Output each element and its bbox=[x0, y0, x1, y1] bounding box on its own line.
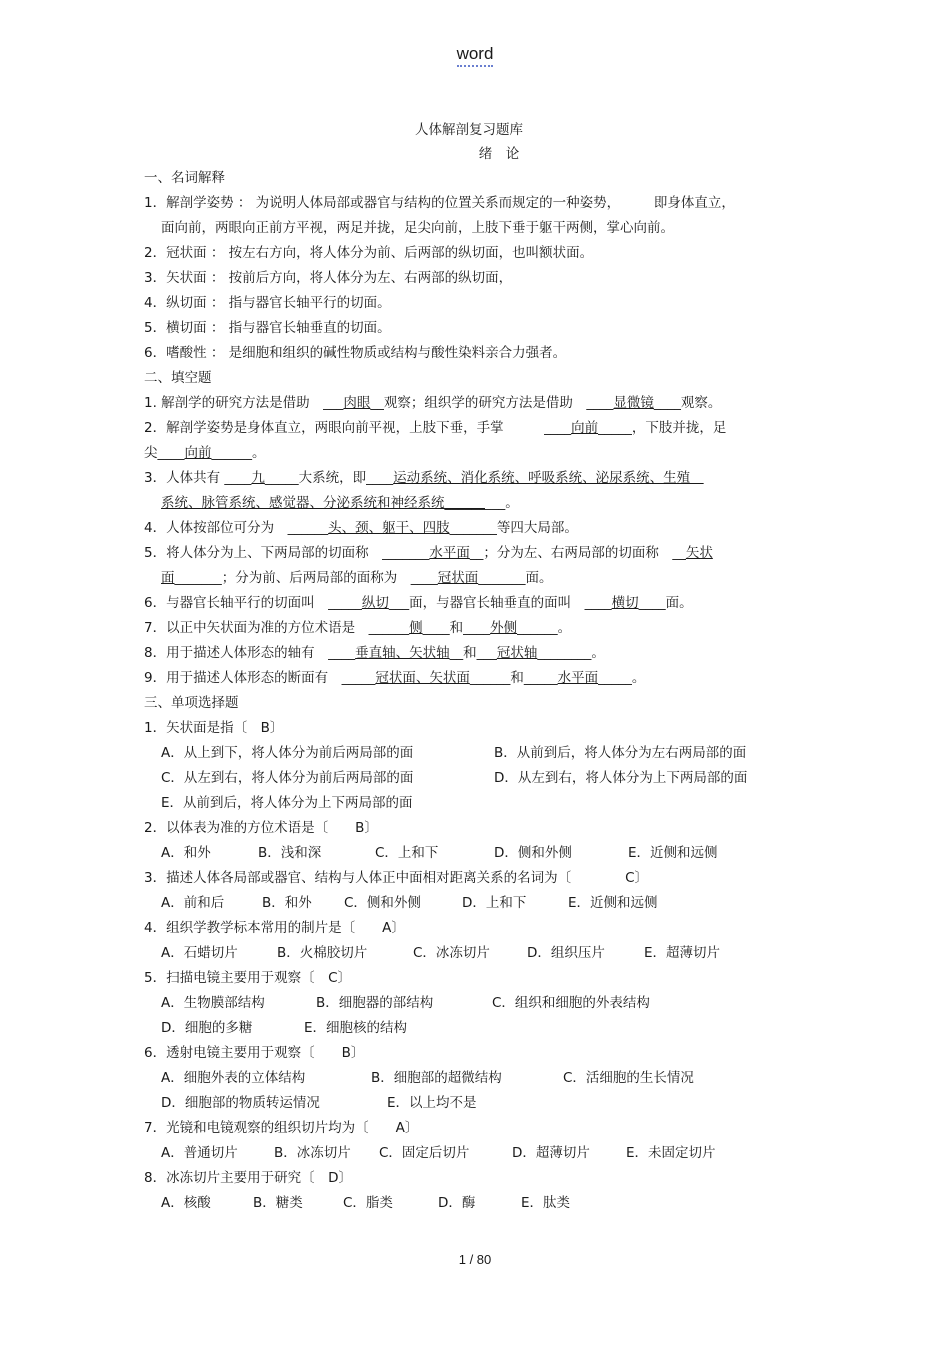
option: A．和外 bbox=[161, 845, 211, 861]
q5-options-row-2 bbox=[144, 1016, 814, 1041]
option: C．冰冻切片 bbox=[413, 945, 490, 961]
fill-3-line-2 bbox=[144, 491, 814, 516]
fill-7 bbox=[144, 616, 814, 641]
answer: 外侧 bbox=[490, 620, 518, 636]
option: B．从前到后，将人体分为左右两局部的面 bbox=[494, 745, 747, 761]
text: ____面。 bbox=[638, 595, 693, 611]
question-7: 7．光镜和电镜观察的组织切片均为〔 A〕 bbox=[144, 1120, 419, 1136]
option: C．从左到右，将人体分为前后两局部的面 bbox=[161, 770, 414, 786]
q3-options bbox=[144, 891, 814, 916]
text: ______和_____ bbox=[469, 670, 558, 686]
answer: 冠状面 bbox=[437, 570, 479, 586]
option: B．冰冻切片 bbox=[274, 1145, 351, 1161]
q5-options-row-1 bbox=[144, 991, 814, 1016]
answer: 运动系统、消化系统、呼吸系统、泌尿系统、生殖 bbox=[393, 470, 704, 486]
option: B．火棉胶切片 bbox=[277, 945, 368, 961]
option: E．近侧和远侧 bbox=[568, 895, 658, 911]
text: ______。 bbox=[211, 445, 266, 461]
option: A．普通切片 bbox=[161, 1145, 238, 1161]
text: ____和____ bbox=[422, 620, 491, 636]
option: C．组织和细胞的外表结构 bbox=[492, 995, 650, 1011]
option: D．上和下 bbox=[462, 895, 527, 911]
text: _____大系统，即____ bbox=[264, 470, 394, 486]
term-4: 4．纵切面 ： 指与器官长轴平行的切面。 bbox=[144, 295, 391, 311]
text: __和___ bbox=[449, 645, 497, 661]
fill-5-line-2 bbox=[144, 566, 814, 591]
answer: 纵切 bbox=[361, 595, 389, 611]
doc-title: 人体解剖复习题库 bbox=[415, 122, 523, 138]
fill-5-line-1 bbox=[144, 541, 814, 566]
q6-options-row-1 bbox=[144, 1066, 814, 1091]
question-5: 5．扫描电镜主要用于观察〔 C〕 bbox=[144, 970, 352, 986]
option: B．和外 bbox=[262, 895, 312, 911]
option: B．细胞器的部结构 bbox=[316, 995, 434, 1011]
option: D．酶 bbox=[438, 1195, 476, 1211]
option: D．超薄切片 bbox=[512, 1145, 590, 1161]
term-6: 6．嗜酸性 ： 是细胞和组织的碱性物质或结构与酸性染料亲合力强者。 bbox=[144, 345, 567, 361]
option: E．超薄切片 bbox=[644, 945, 721, 961]
term-5: 5．横切面 ： 指与器官长轴垂直的切面。 bbox=[144, 320, 391, 336]
option: D．从左到右，将人体分为上下两局部的面 bbox=[494, 770, 748, 786]
answer: 向前 bbox=[571, 420, 599, 436]
doc-subtitle: 绪 论 bbox=[478, 146, 520, 162]
answer: 冠状轴 bbox=[496, 645, 538, 661]
text: 尖____ bbox=[144, 445, 185, 461]
answer: 面 bbox=[161, 570, 175, 586]
answer: 矢状 bbox=[685, 545, 713, 561]
fill-1 bbox=[144, 391, 814, 416]
fill-2-line-2 bbox=[144, 441, 814, 466]
term-2: 2．冠状面 ： 按左右方向，将人体分为前、后两部的纵切面，也叫额状面。 bbox=[144, 245, 594, 261]
text: __；分为左、右两局部的切面称 __ bbox=[469, 545, 686, 561]
fill-3-line-1 bbox=[144, 466, 814, 491]
term-1-line-1: 1．解剖学姿势 ： 为说明人体局部或器官与结构的位置关系而规定的一种姿势， 即身体直立， bbox=[144, 195, 735, 211]
option: C．侧和外侧 bbox=[344, 895, 421, 911]
text: 5．将人体分为上、下两局部的切面称 _______ bbox=[144, 545, 430, 561]
option: D．细胞的多糖 bbox=[161, 1020, 253, 1036]
answer: 肉眼 bbox=[343, 395, 371, 411]
text: _______；分为前、后两局部的面称为 ____ bbox=[174, 570, 438, 586]
question-3: 3．描述人体各局部或器官、结构与人体正中面相对距离关系的名词为〔 C〕 bbox=[144, 870, 649, 886]
text: _____，下肢并拢，足 bbox=[598, 420, 727, 436]
fill-2-line-1 bbox=[144, 416, 814, 441]
section-heading-3: 三、单项选择题 bbox=[144, 695, 239, 711]
option: E．未固定切片 bbox=[626, 1145, 716, 1161]
fill-4 bbox=[144, 516, 814, 541]
header-word: word bbox=[457, 44, 494, 67]
text: _______面。 bbox=[478, 570, 553, 586]
fill-8 bbox=[144, 641, 814, 666]
answer: 头、颈、躯干、四肢 bbox=[328, 520, 450, 536]
option: A．生物膜部结构 bbox=[161, 995, 265, 1011]
text: ______ bbox=[444, 495, 485, 511]
question-8: 8．冰冻切片主要用于研究〔 D〕 bbox=[144, 1170, 352, 1186]
text: ________。 bbox=[537, 645, 605, 661]
answer: 垂直轴、矢状轴 bbox=[355, 645, 450, 661]
q1-options-row-3 bbox=[144, 791, 814, 816]
text: ______。 bbox=[517, 620, 572, 636]
option: E．以上均不是 bbox=[387, 1095, 477, 1111]
text: ___面，与器官长轴垂直的面叫 ____ bbox=[388, 595, 612, 611]
option: C．上和下 bbox=[375, 845, 439, 861]
q6-options-row-2 bbox=[144, 1091, 814, 1116]
answer: 水平面 bbox=[429, 545, 470, 561]
text: ___。 bbox=[485, 495, 519, 511]
document-body bbox=[144, 118, 814, 1216]
question-2: 2．以体表为准的方位术语是〔 B〕 bbox=[144, 820, 378, 836]
q7-options bbox=[144, 1141, 814, 1166]
q1-options-row-2 bbox=[144, 766, 814, 791]
option: B．浅和深 bbox=[258, 845, 322, 861]
text: _____。 bbox=[598, 670, 646, 686]
text: 2．解剖学姿势是身体直立，两眼向前平视，上肢下垂，手掌 ____ bbox=[144, 420, 572, 436]
option: C．脂类 bbox=[343, 1195, 393, 1211]
answer: 侧 bbox=[409, 620, 423, 636]
text: _______等四大局部。 bbox=[449, 520, 578, 536]
answer: 显微镜 bbox=[613, 395, 654, 411]
q4-options bbox=[144, 941, 814, 966]
text: 7．以正中矢状面为准的方位术语是 ______ bbox=[144, 620, 410, 636]
option: A．细胞外表的立体结构 bbox=[161, 1070, 306, 1086]
option: E．近侧和远侧 bbox=[628, 845, 718, 861]
option: D．细胞部的物质转运情况 bbox=[161, 1095, 320, 1111]
option: E．细胞核的结构 bbox=[304, 1020, 408, 1036]
text: 8．用于描述人体形态的轴有 ____ bbox=[144, 645, 356, 661]
option: A．石蜡切片 bbox=[161, 945, 238, 961]
text: 9．用于描述人体形态的断面有 _____ bbox=[144, 670, 376, 686]
option: E．肽类 bbox=[521, 1195, 571, 1211]
fill-9 bbox=[144, 666, 814, 691]
term-1-line-2: 面向前，两眼向正前方平视，两足并拢，足尖向前，上肢下垂于躯干两侧，掌心向前。 bbox=[161, 220, 674, 236]
page-number: 1 / 80 bbox=[458, 1252, 492, 1267]
answer: 九 bbox=[251, 470, 265, 486]
option: A．从上到下，将人体分为前后两局部的面 bbox=[161, 745, 414, 761]
answer: 冠状面、矢状面 bbox=[375, 670, 470, 686]
term-3: 3．矢状面 ： 按前后方向，将人体分为左、右两部的纵切面， bbox=[144, 270, 513, 286]
text: __观察；组织学的研究方法是借助 ____ bbox=[370, 395, 614, 411]
text: 3．人体共有 ____ bbox=[144, 470, 252, 486]
answer: 向前 bbox=[184, 445, 212, 461]
option: B．糖类 bbox=[253, 1195, 303, 1211]
page-header bbox=[0, 44, 950, 64]
option: C．固定后切片 bbox=[379, 1145, 470, 1161]
section-heading-1: 一、名词解释 bbox=[144, 170, 225, 186]
option: C．活细胞的生长情况 bbox=[563, 1070, 694, 1086]
section-heading-2: 二、填空题 bbox=[144, 370, 212, 386]
text: ____观察。 bbox=[653, 395, 722, 411]
answer: 系统、脉管系统、感觉器、分泌系统和神经系统 bbox=[161, 495, 445, 511]
text: 6．与器官长轴平行的切面叫 _____ bbox=[144, 595, 362, 611]
q8-options bbox=[144, 1191, 814, 1216]
option: E．从前到后，将人体分为上下两局部的面 bbox=[161, 795, 413, 811]
option: A．前和后 bbox=[161, 895, 225, 911]
question-6: 6．透射电镜主要用于观察〔 B〕 bbox=[144, 1045, 365, 1061]
answer: 横切 bbox=[611, 595, 639, 611]
option: D．侧和外侧 bbox=[494, 845, 572, 861]
question-1: 1．矢状面是指〔 B〕 bbox=[144, 720, 284, 736]
option: B．细胞部的超微结构 bbox=[371, 1070, 502, 1086]
q2-options bbox=[144, 841, 814, 866]
question-4: 4．组织学教学标本常用的制片是〔 A〕 bbox=[144, 920, 405, 936]
text: 4．人体按部位可分为 ______ bbox=[144, 520, 329, 536]
answer: 水平面 bbox=[557, 670, 599, 686]
q1-options-row-1 bbox=[144, 741, 814, 766]
fill-6 bbox=[144, 591, 814, 616]
text: 1. 解剖学的研究方法是借助 ___ bbox=[144, 395, 344, 411]
option: D．组织压片 bbox=[527, 945, 605, 961]
option: A．核酸 bbox=[161, 1195, 211, 1211]
